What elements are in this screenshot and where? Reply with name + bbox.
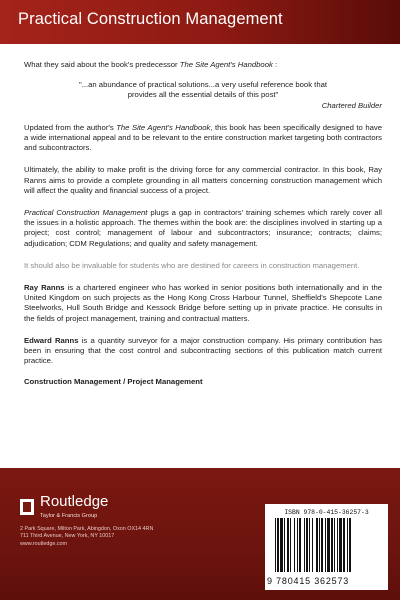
barcode-bar	[331, 518, 333, 572]
publisher-website: www.routledge.com	[20, 540, 68, 547]
isbn-barcode	[265, 504, 388, 590]
barcode-bar	[290, 518, 291, 572]
barcode-bar	[325, 518, 326, 572]
isbn-label: ISBN 978-0-415-36257-3	[284, 509, 369, 516]
barcode-bars	[275, 518, 379, 576]
barcode-bar	[297, 518, 298, 572]
blurb	[24, 60, 382, 388]
address-line-2: 711 Third Avenue, New York, NY 10017	[20, 533, 115, 540]
publisher-group: Taylor & Francis Group	[40, 513, 98, 519]
paragraph-students: It should also be invaluable for students who are destined for careers in construction management.	[24, 260, 360, 270]
header-band	[0, 0, 400, 44]
barcode-bar	[306, 518, 308, 572]
barcode-bar	[319, 518, 320, 572]
barcode-bar	[312, 518, 313, 572]
review-quote-line-2: provides all the essential details of this post"	[127, 90, 279, 100]
predecessor-title: The Site Agent's Handbook	[179, 60, 273, 69]
barcode-bar	[299, 518, 301, 572]
barcode-bar	[349, 518, 351, 572]
barcode-bar	[321, 518, 323, 572]
routledge-logo-icon	[20, 499, 34, 515]
paragraph-themes: Practical Construction Management plugs a gap in contractors' training schemes which rarely cover all the issues in a holistic approach. The themes within the book are: the disciplines involved in starting up a project; cost control; management of labour and subcontractors; insurance; contracts; claims; adjudication; CDM Regulations; and quality and safety management.	[24, 208, 382, 248]
barcode-bar	[287, 518, 289, 572]
author-name-edward-ranns: Edward Ranns	[24, 335, 79, 345]
barcode-bar	[316, 518, 318, 572]
book-title: Practical Construction Management	[18, 10, 283, 28]
author-bio-ray-ranns: Ray Ranns is a chartered engineer who has worked in senior positions both internationally and in the United Kingdom on such projects as the Hong Kong Cross Harbour Tunnel, Sheffield's Shepcote Lane Steelworks, Hull South Bridge and Kessock Bridge before setting up in private practice. He consults in the fields of project management, training and contractual matters.	[24, 283, 383, 323]
barcode-bar	[309, 518, 310, 572]
barcode-bar	[284, 518, 285, 572]
barcode-bar	[334, 518, 335, 572]
subject-categories: Construction Management / Project Management	[24, 377, 203, 387]
review-quote-line-1: "...an abundance of practical solutions...a very useful reference book that	[78, 80, 328, 90]
barcode-bar	[277, 518, 279, 572]
barcode-bar	[347, 518, 348, 572]
barcode-digits: 9 780415 362573	[267, 576, 350, 586]
publisher-footer	[0, 468, 400, 600]
publisher-name: Routledge	[40, 493, 109, 510]
publisher-address	[20, 526, 153, 548]
review-quote-source: Chartered Builder	[321, 100, 382, 110]
barcode-bar	[327, 518, 330, 572]
barcode-bar	[280, 518, 283, 572]
barcode-bar	[275, 518, 276, 572]
barcode-bar	[343, 518, 345, 572]
predecessor-prefix: What they said about the book's predecessor	[24, 60, 180, 69]
barcode-bar	[304, 518, 305, 572]
address-line-1: 2 Park Square, Milton Park, Abingdon, Oxon OX14 4RN	[20, 526, 154, 532]
predecessor-line	[24, 60, 382, 70]
paragraph-updated-from: Updated from the author's The Site Agent's Handbook, this book has been specifically designed to have a wide international appeal and to be relevant to the entire construction market targeting both contractors and subcontractors.	[24, 122, 382, 153]
barcode-bar	[337, 518, 338, 572]
barcode-bar	[294, 518, 295, 572]
paragraph-profit: Ultimately, the ability to make profit is the driving force for any commercial contractor. In this book, Ray Ranns aims to provide a complete grounding in all matters concerning construction management which will affect the quality and financial success of a project.	[24, 165, 382, 195]
author-name-ray-ranns: Ray Ranns	[24, 283, 65, 293]
barcode-bar	[339, 518, 342, 572]
predecessor-suffix: :	[272, 60, 278, 69]
author-bio-edward-ranns: Edward Ranns is a quantity surveyor for a major construction company. His primary contribution has been in ensuring that the cost control and subcontracting sections of this publication match current practice.	[24, 335, 382, 366]
